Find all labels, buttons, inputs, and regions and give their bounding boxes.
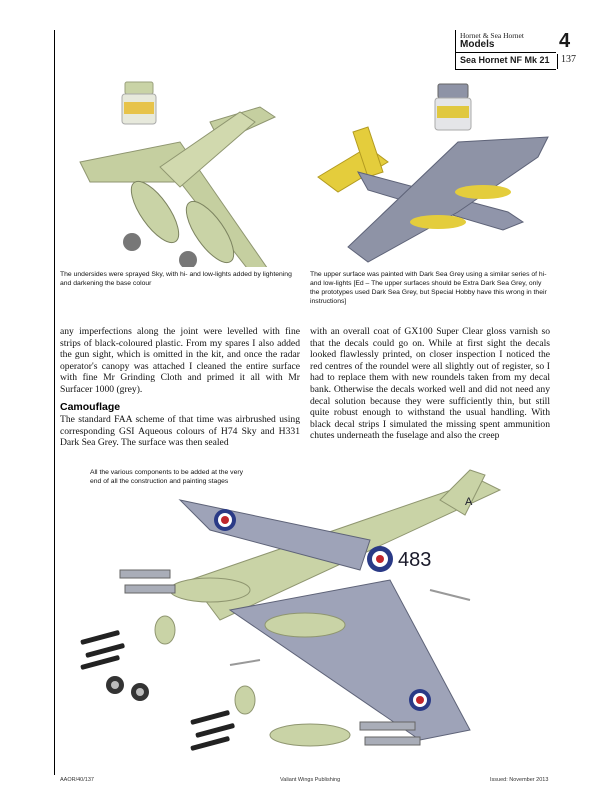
photo-components [60, 460, 550, 770]
caption-undersides: The undersides were sprayed Sky, with hi- and low-lights added by lightening and darkening the base colour [60, 271, 292, 287]
page-header [455, 30, 575, 70]
roundel [214, 509, 236, 531]
caption-components: All the various components to be added at the very end of all the construction and painting stages [90, 469, 244, 485]
aircraft-code-tail: A [465, 496, 473, 508]
body-column-right [310, 326, 550, 442]
header-section-number: 4 [559, 30, 571, 52]
caption-upper-surface: The upper surface was painted with Dark Sea Grey using a similar series of hi- and low-lights [Ed – The upper surfaces should be Extra Dark Sea Grey, only the prototypes used Dark Sea Grey, but Special Hobby have this wrong in their instructions] [310, 271, 547, 305]
header-section-box [455, 30, 556, 53]
body-column-left [60, 326, 300, 449]
left-margin-rule [54, 30, 55, 775]
aircraft-code-483: 483 [398, 549, 432, 571]
paint-jar-dark-sea-grey [435, 84, 471, 130]
footer-issue-date: Issued: November 2013 [490, 777, 549, 783]
section-heading-camouflage: Camouflage [60, 400, 121, 413]
body-paragraph: with an overall coat of GX100 Super Clear gloss varnish so that the decals could go on. While at first sight the decals looked flawlessly printed, on closer inspection I noticed the red centres of the roundel were all slightly out of register, so I had to replace them with new roundels taken from my decal bank. Otherwise the decals worked well and did not need any decal solution because they were sufficiently thin, but still quite robust enough to withstand the usual handling. With black decal strips I simulated the missing spent ammunition chutes underneath the fuselage and also the creep [310, 326, 550, 442]
header-section: Models [460, 39, 495, 50]
body-paragraph: The standard FAA scheme of that time was airbrushed using corresponding GSI Aqueous colours of H74 Sky and H331 Dark Sea Grey. The surface was then sealed [60, 414, 300, 449]
body-paragraph: any imperfections along the joint were levelled with fine strips of black-coloured plastic. From my spares I also added the gun sight, which is omitted in the kit, and once the radar operator's canopy was attached I cleaned the entire surface with fine Mr Grinding Cloth and primed it all with Mr Surfacer 1000 (grey). [60, 326, 300, 395]
paint-jar-sky [122, 82, 156, 124]
aircraft-upper-illustration [308, 72, 553, 267]
page-number: 137 [557, 54, 576, 69]
header-subtitle-box [455, 53, 556, 70]
photo-upper-surface [308, 72, 553, 267]
header-subtitle: Sea Hornet NF Mk 21 [460, 55, 550, 65]
aircraft-underside-illustration [60, 72, 300, 267]
photo-undersides [60, 72, 300, 267]
roundel [367, 546, 393, 572]
footer-publisher: Valiant Wings Publishing [280, 777, 341, 783]
roundel [409, 689, 431, 711]
propeller-blades [80, 630, 235, 751]
header-series: Hornet & Sea Hornet [460, 31, 524, 40]
footer-code: AAOR/40/137 [60, 777, 94, 783]
components-illustration [60, 460, 550, 770]
